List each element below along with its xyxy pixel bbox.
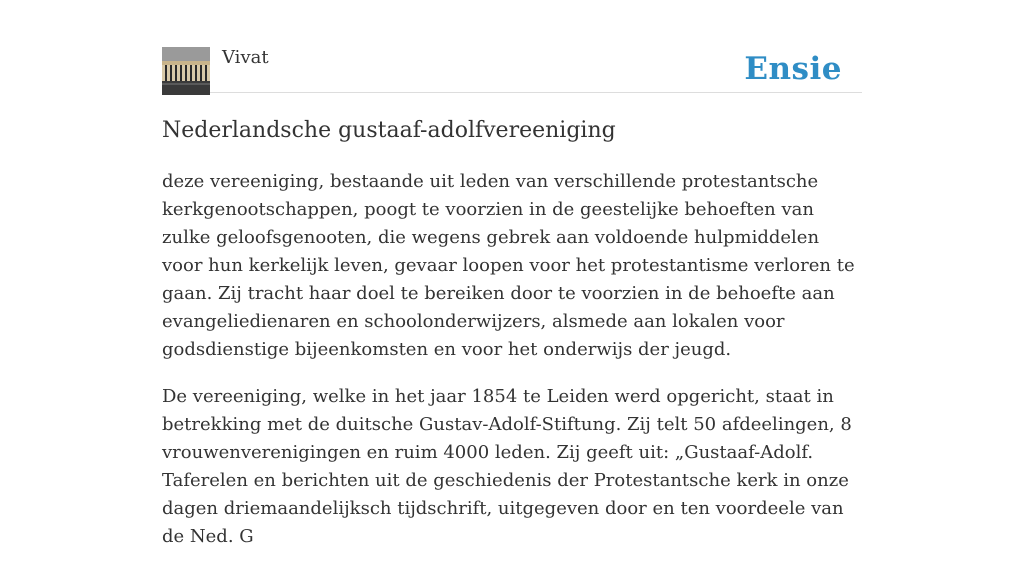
paragraph: De vereeniging, welke in het jaar 1854 te Leiden werd opgericht, staat in betrekking met de duitsche Gustav-Adolf-Stiftung. Zij telt 50 afdeelingen, 8 vrouwenverenigingen en ruim 4000 leden. Zij geeft uit: „Gustaaf-Adolf. Taferelen en berichten uit de geschiedenis der Protestantsche kerk in onze dagen driemaandelijksch tijdschrift, uitgegeven door en ten voordeele van de Ned. G	[162, 386, 852, 547]
avatar-image-icon	[162, 47, 210, 95]
article-body	[162, 168, 862, 570]
author-name[interactable]: Vivat	[222, 47, 269, 68]
paragraph: deze vereeniging, bestaande uit leden van verschillende protestantsche kerkgenootschappen, poogt te voorzien in de geestelijke behoeften van zulke geloofsgenooten, die wegens gebrek aan voldoende hulpmiddelen voor hun kerkelijk leven, gevaar loopen voor het protestantisme verloren te gaan. Zij tracht haar doel te bereiken door te voorzien in de behoefte aan evangeliedienaren en schoolonderwijzers, alsmede aan lokalen voor godsdienstige bijeenkomsten en voor het onderwijs der jeugd.	[162, 171, 855, 360]
author-avatar[interactable]	[162, 47, 210, 95]
brand-logo[interactable]: Ensie	[744, 51, 842, 87]
article-page	[162, 0, 862, 547]
article-header	[162, 0, 862, 93]
article-title: Nederlandsche gustaaf-adolfvereeniging	[162, 118, 616, 143]
